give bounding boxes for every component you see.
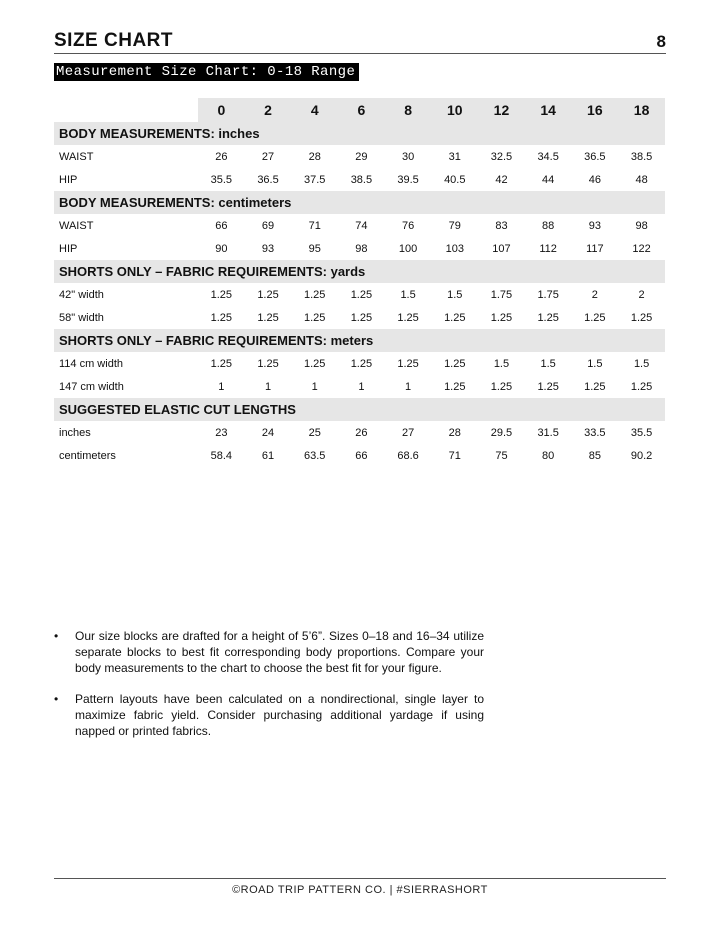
table-cell: 1.5 (447, 288, 463, 301)
footer-text: ©ROAD TRIP PATTERN CO. | #SIERRASHORT (232, 884, 488, 896)
size-chart-table (54, 98, 665, 467)
table-cell: 80 (542, 449, 555, 462)
table-cell: 1.75 (537, 288, 559, 301)
table-cell: 1.25 (257, 288, 279, 301)
table-cell: 1.25 (397, 311, 419, 324)
table-cell: 27 (261, 150, 275, 163)
row-label: inches (59, 426, 91, 439)
row-label: HIP (59, 173, 78, 186)
table-cell: 29 (355, 150, 368, 163)
table-cell: 2 (638, 288, 645, 301)
table-cell: 1.25 (257, 311, 279, 324)
note-item (54, 628, 484, 676)
size-header: 8 (385, 98, 432, 122)
table-row (54, 421, 665, 444)
table-cell: 33.5 (584, 426, 606, 439)
table-cell: 100 (398, 242, 418, 255)
table-cell: 1.25 (210, 288, 233, 301)
table-cell: 61 (261, 449, 275, 462)
table-row (54, 168, 665, 191)
size-header: 18 (618, 98, 665, 122)
table-cell: 95 (308, 242, 321, 255)
notes-list (54, 628, 484, 754)
table-cell: 1.25 (397, 357, 419, 370)
table-cell: 1.5 (400, 288, 416, 301)
table-cell: 1.25 (304, 357, 326, 370)
table-cell: 75 (495, 449, 508, 462)
table-cell: 36.5 (584, 150, 606, 163)
page-title: SIZE CHART (54, 30, 173, 51)
table-cell: 66 (215, 219, 228, 232)
header-divider (54, 53, 666, 54)
table-cell: 31.5 (537, 426, 559, 439)
table-row (54, 352, 665, 375)
table-cell: 31 (448, 150, 461, 163)
note-text: Pattern layouts have been calculated on a nondirectional, single layer to maximize fabric yield. Consider purchasing additional yardage if using napped or printed fabrics. (75, 692, 484, 738)
size-header: 14 (525, 98, 572, 122)
table-cell: 1.25 (304, 311, 326, 324)
section-title: SUGGESTED ELASTIC CUT LENGTHS (54, 398, 665, 421)
table-cell: 32.5 (490, 150, 513, 163)
table-cell: 76 (401, 219, 415, 232)
note-item (54, 691, 484, 739)
table-cell: 42 (495, 173, 508, 186)
size-header: 10 (431, 98, 478, 122)
table-cell: 2 (591, 288, 598, 301)
table-cell: 1.25 (537, 311, 559, 324)
table-cell: 28 (308, 150, 321, 163)
table-cell: 1 (264, 380, 272, 393)
row-label: 42" width (59, 288, 104, 301)
bullet-icon: • (54, 629, 59, 643)
table-cell: 28 (448, 426, 461, 439)
table-cell: 46 (588, 173, 601, 186)
row-label: 58" width (59, 311, 104, 324)
table-cell: 1.25 (257, 357, 279, 370)
table-cell: 66 (355, 449, 368, 462)
row-label: 114 cm width (59, 357, 123, 370)
table-cell: 83 (495, 219, 508, 232)
table-cell: 1.25 (444, 380, 466, 393)
size-header: 6 (338, 98, 385, 122)
table-cell: 26 (355, 426, 368, 439)
table-cell: 1.25 (350, 288, 373, 301)
size-header: 4 (291, 98, 338, 122)
table-row (54, 283, 665, 306)
table-cell: 1.25 (630, 380, 653, 393)
section-header-row (54, 260, 665, 283)
table-cell: 1.5 (633, 357, 650, 370)
row-label: HIP (59, 242, 78, 255)
table-cell: 107 (492, 242, 511, 255)
table-row (54, 306, 665, 329)
note-text: Our size blocks are drafted for a height of 5’6”. Sizes 0–18 and 16–34 utilize separate blocks to best fit corresponding body proportions. Compare your body measurements to the chart to choose the best fit for your figure. (75, 629, 484, 675)
section-title: BODY MEASUREMENTS: inches (54, 122, 665, 145)
table-cell: 93 (588, 219, 601, 232)
table-cell: 1.5 (540, 357, 556, 370)
footer-divider (54, 878, 666, 879)
table-cell: 1 (405, 380, 412, 393)
table-cell: 93 (261, 242, 275, 255)
table-cell: 38.5 (630, 150, 653, 163)
table-cell: 74 (355, 219, 368, 232)
table-cell: 34.5 (537, 150, 559, 163)
table-cell: 25 (308, 426, 321, 439)
section-header-row (54, 191, 665, 214)
table-cell: 1.5 (493, 357, 510, 370)
size-table-body (54, 122, 665, 467)
table-cell: 117 (586, 242, 604, 255)
table-cell: 90 (215, 242, 228, 255)
section-header-row (54, 329, 665, 352)
table-cell: 1.25 (584, 380, 606, 393)
table-cell: 1.25 (630, 311, 653, 324)
table-cell: 1.25 (350, 357, 373, 370)
section-title: SHORTS ONLY – FABRIC REQUIREMENTS: meters (54, 329, 665, 352)
table-cell: 98 (355, 242, 368, 255)
table-cell: 1.75 (490, 288, 513, 301)
table-cell: 1.25 (210, 311, 233, 324)
size-header: 2 (245, 98, 292, 122)
table-cell: 35.5 (210, 173, 233, 186)
table-cell: 69 (261, 219, 275, 232)
table-cell: 79 (448, 219, 461, 232)
section-title: SHORTS ONLY – FABRIC REQUIREMENTS: yards (54, 260, 665, 283)
row-label: centimeters (59, 449, 116, 462)
bullet-icon: • (54, 692, 59, 706)
table-row (54, 444, 665, 467)
table-cell: 1.25 (444, 311, 466, 324)
page-number: 8 (656, 32, 666, 51)
size-header: 12 (478, 98, 525, 122)
table-cell: 36.5 (257, 173, 279, 186)
table-cell: 90.2 (630, 449, 653, 462)
table-cell: 48 (635, 173, 648, 186)
table-cell: 23 (215, 426, 228, 439)
table-cell: 1.25 (350, 311, 373, 324)
section-title: BODY MEASUREMENTS: centimeters (54, 191, 665, 214)
chart-subtitle: Measurement Size Chart: 0-18 Range (54, 63, 359, 81)
table-cell: 40.5 (444, 173, 466, 186)
table-cell: 27 (401, 426, 415, 439)
row-label: WAIST (59, 219, 94, 232)
table-cell: 1 (311, 380, 318, 393)
table-cell: 1 (218, 380, 225, 393)
table-cell: 58.4 (210, 449, 233, 462)
table-cell: 88 (542, 219, 555, 232)
table-cell: 44 (542, 173, 555, 186)
table-cell: 85 (588, 449, 601, 462)
table-cell: 26 (215, 150, 228, 163)
table-row (54, 375, 665, 398)
table-cell: 1.25 (210, 357, 233, 370)
table-row (54, 237, 665, 260)
table-cell: 35.5 (630, 426, 653, 439)
table-cell: 30 (401, 150, 415, 163)
table-cell: 71 (308, 219, 321, 232)
row-label: 147 cm width (59, 380, 124, 393)
size-header: 0 (198, 98, 245, 122)
table-cell: 63.5 (304, 449, 326, 462)
table-cell: 1 (358, 380, 365, 393)
table-cell: 1.25 (304, 288, 326, 301)
page-header (54, 30, 666, 52)
table-row (54, 145, 665, 168)
table-cell: 39.5 (397, 173, 419, 186)
table-cell: 1.25 (584, 311, 606, 324)
header-corner (54, 98, 198, 122)
table-cell: 122 (632, 242, 651, 255)
table-cell: 1.5 (587, 357, 603, 370)
table-cell: 29.5 (490, 426, 513, 439)
row-label: WAIST (59, 150, 94, 163)
table-cell: 112 (539, 242, 557, 255)
section-header-row (54, 398, 665, 421)
table-cell: 71 (448, 449, 461, 462)
table-cell: 68.6 (397, 449, 419, 462)
table-cell: 37.5 (304, 173, 326, 186)
table-cell: 1.25 (537, 380, 559, 393)
size-header-row (54, 98, 665, 122)
table-cell: 1.25 (490, 380, 513, 393)
table-cell: 98 (635, 219, 648, 232)
section-header-row (54, 122, 665, 145)
table-row (54, 214, 665, 237)
table-cell: 1.25 (444, 357, 466, 370)
table-cell: 103 (445, 242, 464, 255)
size-header: 16 (572, 98, 619, 122)
table-cell: 1.25 (490, 311, 513, 324)
table-cell: 24 (261, 426, 275, 439)
table-cell: 38.5 (350, 173, 373, 186)
